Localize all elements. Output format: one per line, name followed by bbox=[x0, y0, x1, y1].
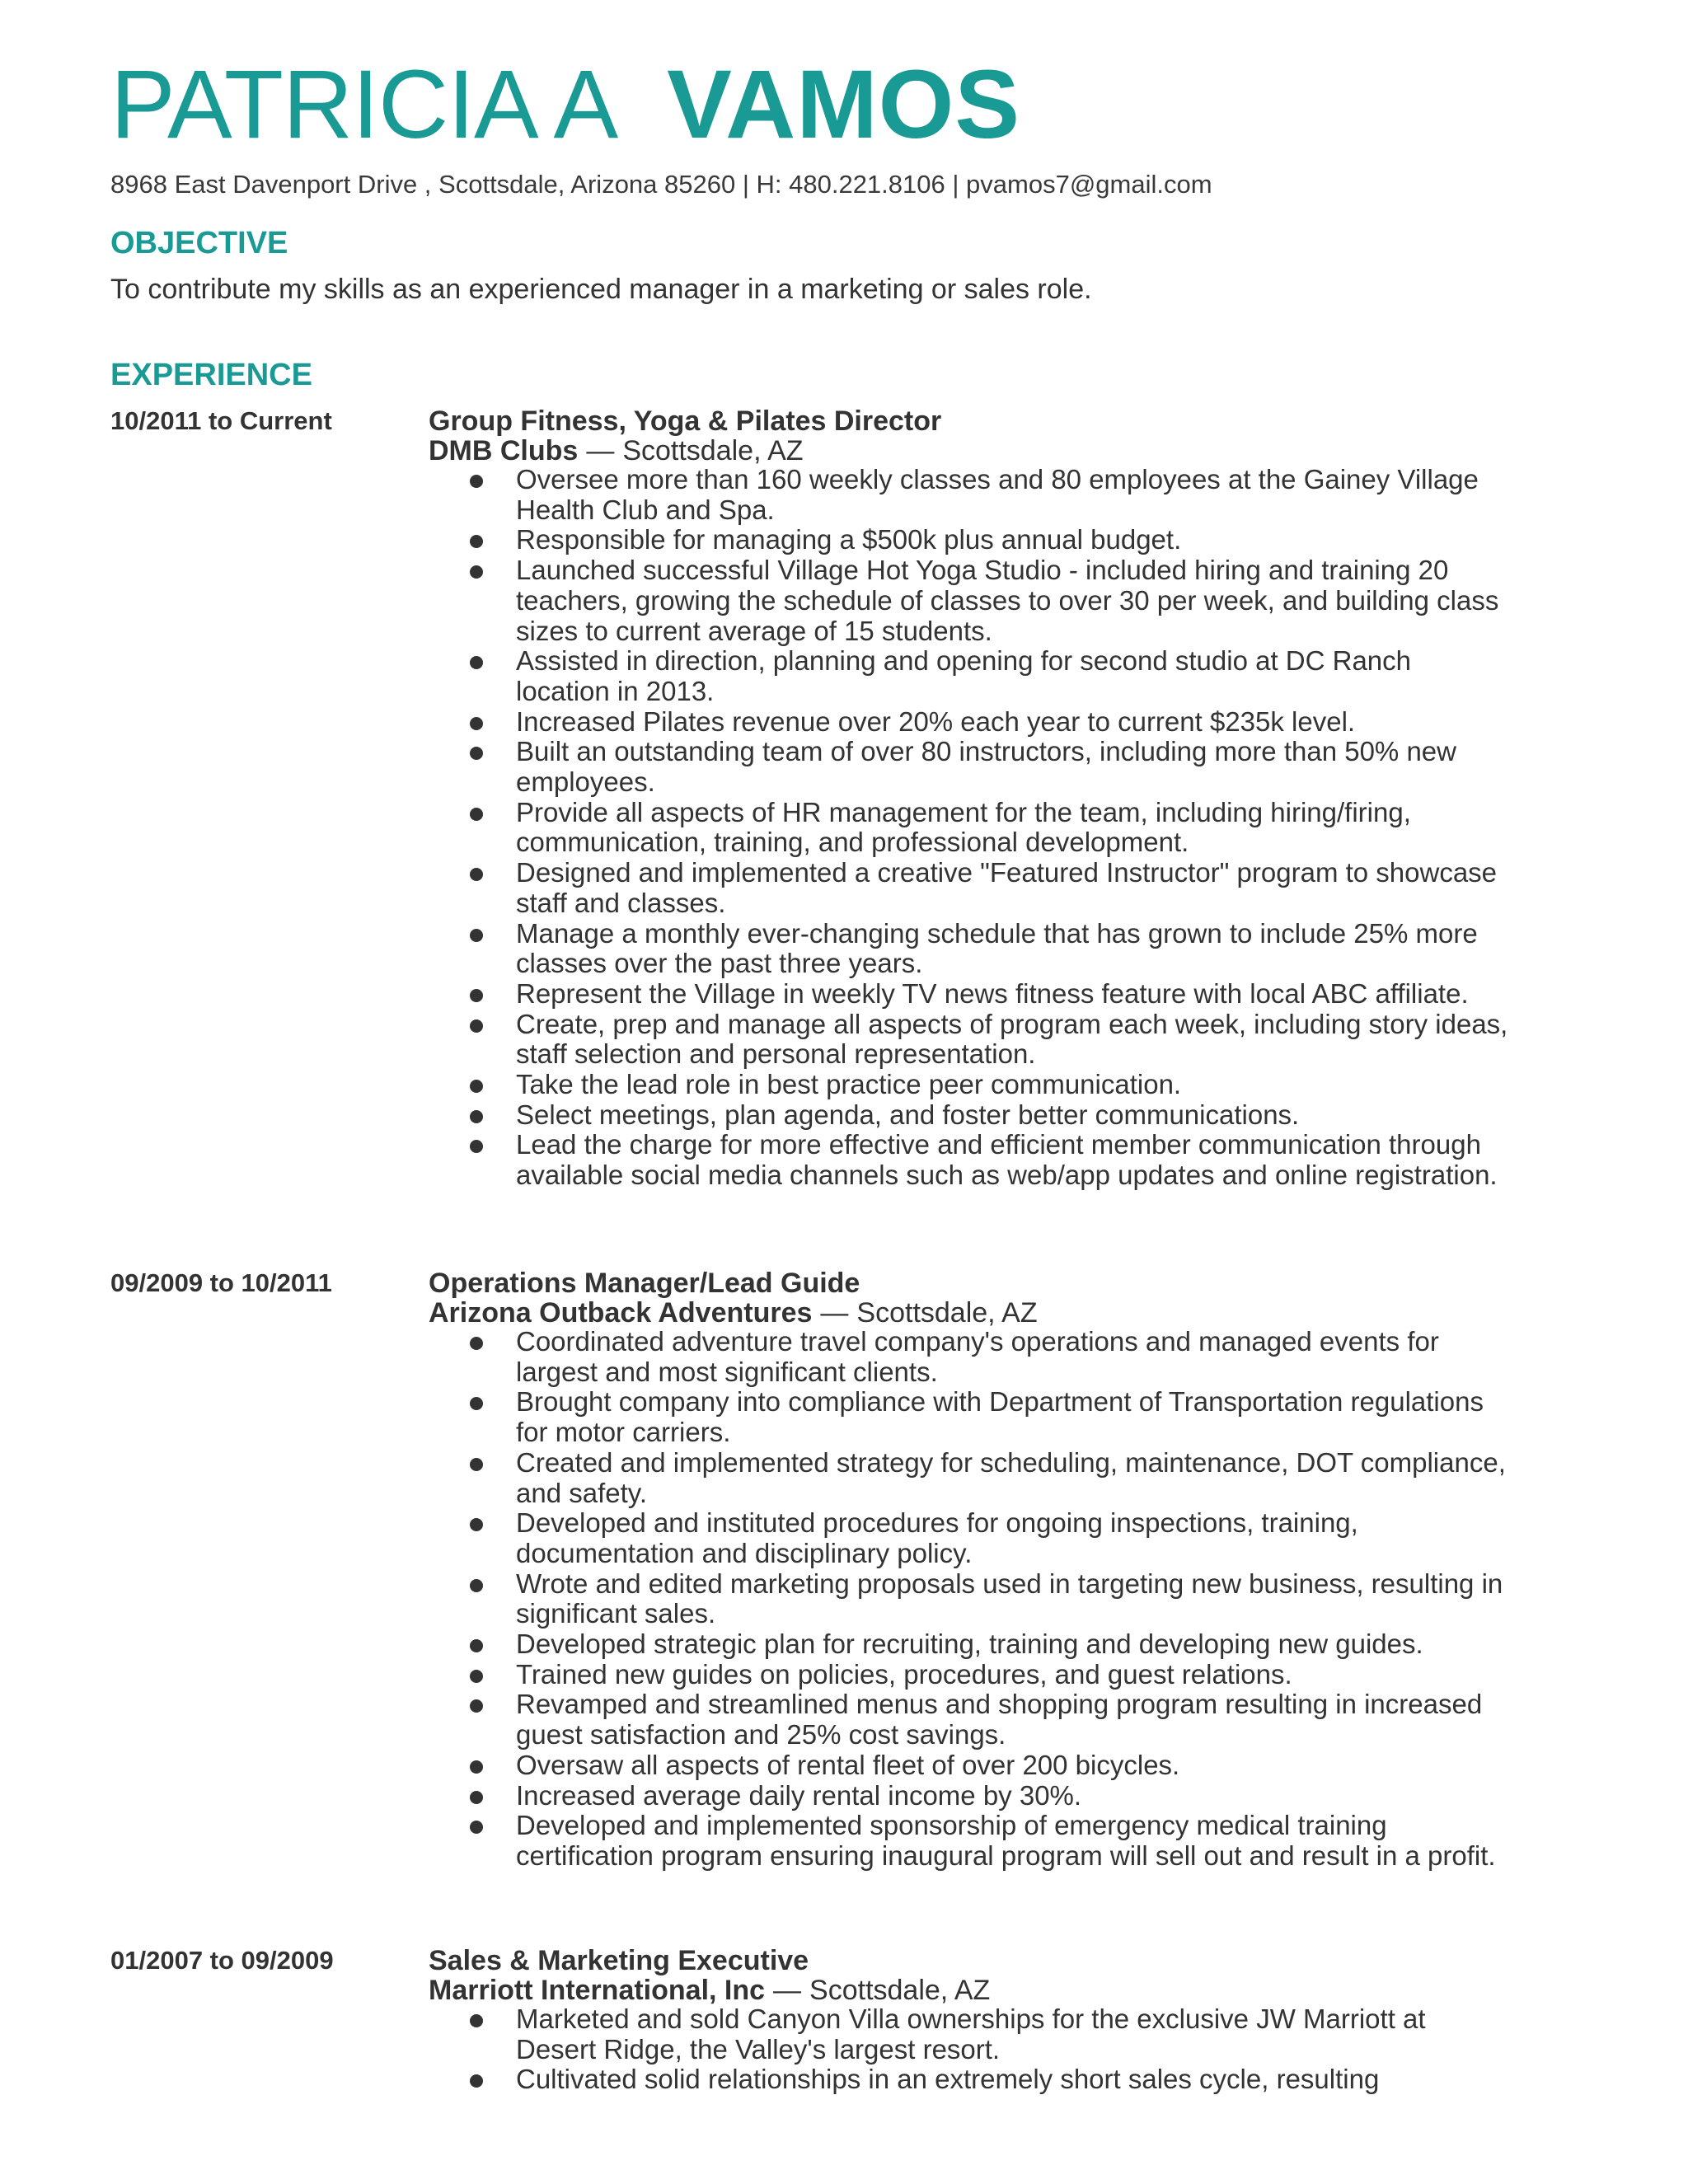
list-item: Increased Pilates revenue over 20% each year to current $235k level. bbox=[468, 707, 1508, 738]
company-name: Arizona Outback Adventures bbox=[429, 1297, 813, 1329]
list-item: Oversaw all aspects of rental fleet of over 200 bicycles. bbox=[468, 1750, 1508, 1781]
list-item: Oversee more than 160 weekly classes and 80 employees at the Gainey Village Health Club and Spa. bbox=[468, 465, 1508, 525]
list-item: Launched successful Village Hot Yoga Studio - included hiring and training 20 teachers, growing the schedule of classes to over 30 per week, and building class sizes to current average of 15 students. bbox=[468, 555, 1508, 646]
list-item: Select meetings, plan agenda, and foster better communications. bbox=[468, 1100, 1508, 1131]
separator: — bbox=[586, 435, 615, 466]
job-location: Scottsdale, AZ bbox=[809, 1975, 991, 2006]
job-title: Group Fitness, Yoga & Pilates Director bbox=[429, 405, 942, 437]
list-item: Cultivated solid relationships in an extremely short sales cycle, resulting bbox=[468, 2064, 1508, 2095]
job-bullet-list bbox=[468, 465, 1508, 1191]
list-item: Represent the Village in weekly TV news fitness feature with local ABC affiliate. bbox=[468, 979, 1508, 1010]
job-title: Sales & Marketing Executive bbox=[429, 1945, 809, 1976]
company-name: DMB Clubs bbox=[429, 435, 579, 466]
first-name: PATRICIA A bbox=[110, 50, 618, 159]
list-item: Trained new guides on policies, procedures, and guest relations. bbox=[468, 1660, 1508, 1690]
job-dates: 09/2009 to 10/2011 bbox=[110, 1268, 332, 1297]
job-bullet-list bbox=[468, 2004, 1508, 2095]
separator: — bbox=[773, 1975, 802, 2006]
list-item: Developed and instituted procedures for ongoing inspections, training, documentation and disciplinary policy. bbox=[468, 1508, 1508, 1568]
objective-text: To contribute my skills as an experienced manager in a marketing or sales role. bbox=[110, 274, 1092, 305]
list-item: Developed and implemented sponsorship of emergency medical training certification program ensuring inaugural program will sell out and result in a profit. bbox=[468, 1811, 1508, 1871]
experience-heading: EXPERIENCE bbox=[110, 358, 312, 392]
job-title: Operations Manager/Lead Guide bbox=[429, 1268, 860, 1299]
list-item: Revamped and streamlined menus and shopping program resulting in increased guest satisfaction and 25% cost savings. bbox=[468, 1690, 1508, 1750]
applicant-name bbox=[110, 51, 1020, 158]
job-company-line bbox=[429, 435, 804, 466]
list-item: Wrote and edited marketing proposals used in targeting new business, resulting in significant sales. bbox=[468, 1569, 1508, 1629]
job-location: Scottsdale, AZ bbox=[622, 435, 804, 466]
list-item: Increased average daily rental income by 30%. bbox=[468, 1781, 1508, 1811]
job-location: Scottsdale, AZ bbox=[856, 1297, 1038, 1329]
list-item: Provide all aspects of HR management for the team, including hiring/firing, communication, training, and professional development. bbox=[468, 798, 1508, 858]
last-name: VAMOS bbox=[667, 50, 1021, 159]
job-company-line bbox=[429, 1975, 990, 2006]
list-item: Developed strategic plan for recruiting, training and developing new guides. bbox=[468, 1629, 1508, 1660]
list-item: Responsible for managing a $500k plus annual budget. bbox=[468, 525, 1508, 555]
contact-line: 8968 East Davenport Drive , Scottsdale, Arizona 85260 | H: 480.221.8106 | pvamos7@gmail.com bbox=[110, 170, 1212, 199]
job-bullet-list bbox=[468, 1327, 1508, 1872]
list-item: Manage a monthly ever-changing schedule that has grown to include 25% more classes over the past three years. bbox=[468, 919, 1508, 979]
list-item: Created and implemented strategy for scheduling, maintenance, DOT compliance, and safety. bbox=[468, 1448, 1508, 1508]
job-dates: 10/2011 to Current bbox=[110, 406, 332, 435]
separator: — bbox=[820, 1297, 849, 1329]
list-item: Marketed and sold Canyon Villa ownerships for the exclusive JW Marriott at Desert Ridge, the Valley's largest resort. bbox=[468, 2004, 1508, 2064]
list-item: Create, prep and manage all aspects of program each week, including story ideas, staff selection and personal representation. bbox=[468, 1010, 1508, 1070]
job-dates: 01/2007 to 09/2009 bbox=[110, 1946, 334, 1975]
list-item: Brought company into compliance with Department of Transportation regulations for motor carriers. bbox=[468, 1387, 1508, 1447]
list-item: Built an outstanding team of over 80 instructors, including more than 50% new employees. bbox=[468, 737, 1508, 797]
list-item: Take the lead role in best practice peer communication. bbox=[468, 1070, 1508, 1100]
job-company-line bbox=[429, 1297, 1038, 1329]
list-item: Assisted in direction, planning and opening for second studio at DC Ranch location in 2013. bbox=[468, 646, 1508, 706]
company-name: Marriott International, Inc bbox=[429, 1975, 766, 2006]
list-item: Lead the charge for more effective and efficient member communication through available social media channels such as web/app updates and online registration. bbox=[468, 1130, 1508, 1190]
list-item: Coordinated adventure travel company's operations and managed events for largest and most significant clients. bbox=[468, 1327, 1508, 1387]
objective-heading: OBJECTIVE bbox=[110, 226, 288, 260]
list-item: Designed and implemented a creative "Featured Instructor" program to showcase staff and classes. bbox=[468, 858, 1508, 918]
